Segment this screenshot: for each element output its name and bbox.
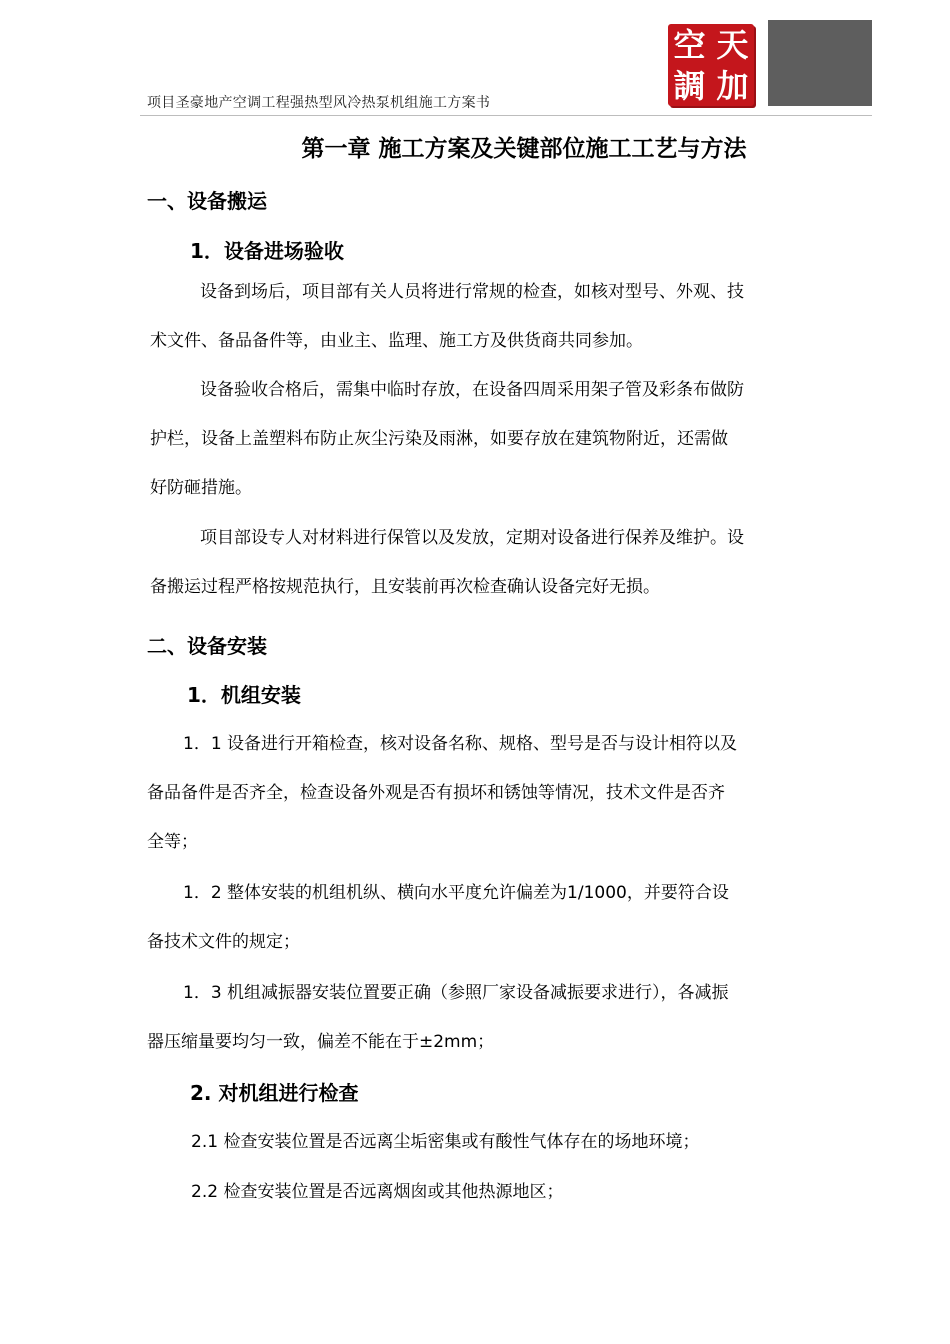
logo-char: 空	[673, 25, 706, 64]
paragraph	[150, 366, 810, 513]
paragraph	[147, 1168, 807, 1217]
text-line: 1．3 机组减振器安装位置要正确（参照厂家设备减振要求进行），各减振	[183, 983, 729, 1003]
subsection-heading: 1．机组安装	[187, 683, 301, 707]
logo-char: 調	[673, 66, 706, 105]
text-line: 护栏，设备上盖塑料布防止灰尘污染及雨淋，如要存放在建筑物附近，还需做	[150, 429, 728, 449]
chapter-title: 第一章 施工方案及关键部位施工工艺与方法	[301, 136, 747, 162]
text-line: 设备验收合格后，需集中临时存放，在设备四周采用架子管及彩条布做防	[200, 380, 744, 400]
subsection-heading: 1．设备进场验收	[190, 239, 344, 263]
paragraph	[150, 268, 810, 366]
text-line: 好防砸措施。	[150, 478, 252, 498]
text-line: 2.2 检查安装位置是否远离烟囱或其他热源地区；	[191, 1182, 564, 1202]
logo-gray-block	[768, 20, 872, 106]
logo-char: 天	[716, 25, 749, 64]
paragraph	[147, 720, 807, 867]
text-line: 项目部设专人对材料进行保管以及发放，定期对设备进行保养及维护。设	[200, 528, 744, 548]
logo-char: 加	[716, 66, 749, 105]
text-line: 2.1 检查安装位置是否远离尘垢密集或有酸性气体存在的场地环境；	[191, 1132, 700, 1152]
company-logo	[668, 20, 872, 106]
text-line: 备技术文件的规定；	[147, 932, 300, 952]
logo-seal	[668, 24, 754, 106]
header-divider	[140, 115, 872, 116]
text-line: 术文件、备品备件等，由业主、监理、施工方及供货商共同参加。	[150, 331, 643, 351]
section-heading: 二、设备安装	[147, 634, 267, 658]
text-line: 1．2 整体安装的机组机纵、横向水平度允许偏差为1/1000，并要符合设	[183, 883, 729, 903]
text-line: 备搬运过程严格按规范执行，且安装前再次检查确认设备完好无损。	[150, 577, 660, 597]
text-line: 1．1 设备进行开箱检查，核对设备名称、规格、型号是否与设计相符以及	[183, 734, 738, 754]
paragraph	[150, 514, 810, 612]
subsection-heading: 2. 对机组进行检查	[190, 1081, 359, 1105]
text-line: 备品备件是否齐全，检查设备外观是否有损坏和锈蚀等情况，技术文件是否齐	[147, 783, 725, 803]
document-header-title: 项目圣豪地产空调工程强热型风冷热泵机组施工方案书	[147, 95, 491, 111]
section-heading: 一、设备搬运	[147, 189, 267, 213]
text-line: 设备到场后，项目部有关人员将进行常规的检查，如核对型号、外观、技	[200, 282, 744, 302]
paragraph	[147, 1118, 807, 1167]
text-line: 全等；	[147, 832, 198, 852]
paragraph	[147, 969, 807, 1067]
text-line: 器压缩量要均匀一致，偏差不能在于±2mm；	[147, 1032, 495, 1052]
paragraph	[147, 869, 807, 967]
